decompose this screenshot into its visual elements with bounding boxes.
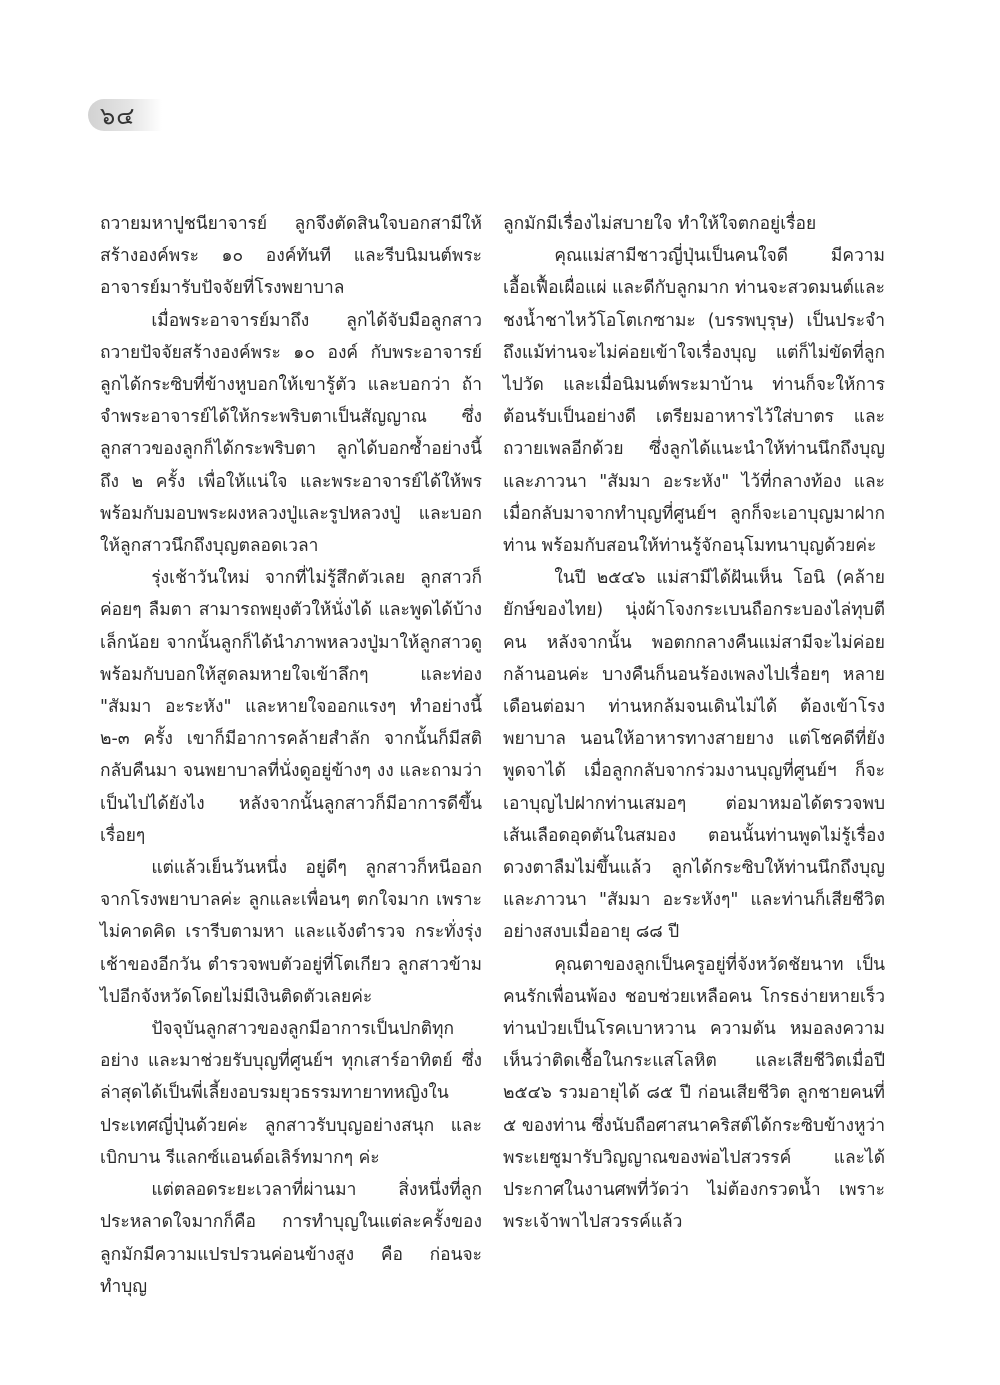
paragraph: คุณแม่สามีชาวญี่ปุ่นเป็นคนใจดี มีความเอื้อเฟื้อเผื่อแผ่ และดีกับลูกมาก ท่านจะสวดมนต์และชงน้ำชาไหว้โอโตเกซามะ (บรรพบุรุษ) เป็นประจำ ถึงแม้ท่านจะไม่ค่อยเข้าใจเรื่องบุญ แต่ก็ไม่ขัดที่ลูกไปวัด และเมื่อนิมนต์พระมาบ้าน ท่านก็จะให้การต้อนรับเป็นอย่างดี เตรียมอาหารไว้ใส่บาตร และถวายเพลอีกด้วย ซึ่งลูกได้แนะนำให้ท่านนึกถึงบุญ และภาวนา "สัมมา อะระหัง" ไว้ที่กลางท้อง และเมื่อกลับมาจากทำบุญที่ศูนย์ฯ ลูกก็จะเอาบุญมาฝากท่าน พร้อมกับสอนให้ท่านรู้จักอนุโมทนาบุญด้วยค่ะ: [503, 246, 885, 557]
paragraph: เมื่อพระอาจารย์มาถึง ลูกได้จับมือลูกสาวถวายปัจจัยสร้างองค์พระ ๑๐ องค์ กับพระอาจารย์ ลูกได้กระซิบที่ข้างหูบอกให้เขารู้ตัว และบอกว่า ถ้าจำพระอาจารย์ได้ให้กระพริบตาเป็นสัญญาณ ซึ่งลูกสาวของลูกก็ได้กระพริบตา ลูกได้บอกซ้ำอย่างนี้ถึง ๒ ครั้ง เพื่อให้แน่ใจ และพระอาจารย์ได้ให้พร พร้อมกับมอบพระผงหลวงปู่และรูปหลวงปู่ และบอกให้ลูกสาวนึกถึงบุญตลอดเวลา: [100, 310, 482, 557]
page-number: ๖๔: [100, 102, 136, 130]
paragraph: แต่แล้วเย็นวันหนึ่ง อยู่ดีๆ ลูกสาวก็หนีออกจากโรงพยาบาลค่ะ ลูกและเพื่อนๆ ตกใจมาก เพราะไม่คาดคิด เรารีบตามหา และแจ้งตำรวจ กระทั่งรุ่งเช้าของอีกวัน ตำรวจพบตัวอยู่ที่โตเกียว ลูกสาวข้ามไปอีกจังหวัดโดยไม่มีเงินติดตัวเลยค่ะ: [100, 858, 482, 1007]
paragraph: ถวายมหาปูชนียาจารย์ ลูกจึงตัดสินใจบอกสามีให้สร้างองค์พระ ๑๐ องค์ทันที และรีบนิมนต์พระอาจารย์มารับปัจจัยที่โรงพยาบาล: [100, 214, 482, 299]
paragraph: รุ่งเช้าวันใหม่ จากที่ไม่รู้สึกตัวเลย ลูกสาวก็ค่อยๆ ลืมตา สามารถพยุงตัวให้นั่งได้ และพูดได้บ้างเล็กน้อย จากนั้นลูกก็ได้นำภาพหลวงปู่มาให้ลูกสาวดู พร้อมกับบอกให้สูดลมหายใจเข้าลึกๆ และท่อง "สัมมา อะระหัง" และหายใจออกแรงๆ ทำอย่างนี้ ๒-๓ ครั้ง เขาก็มีอาการคล้ายสำลัก จากนั้นก็มีสติกลับคืนมา จนพยาบาลที่นั่งดูอยู่ข้างๆ งง และถามว่า เป็นไปได้ยังไง หลังจากนั้นลูกสาวก็มีอาการดีขึ้นเรื่อยๆ: [100, 568, 482, 846]
right-column: [503, 208, 885, 1239]
paragraph: ปัจจุบันลูกสาวของลูกมีอาการเป็นปกติทุกอย่าง และมาช่วยรับบุญที่ศูนย์ฯ ทุกเสาร์อาทิตย์ ซึ่งล่าสุดได้เป็นพี่เลี้ยงอบรมยุวธรรมทายาทหญิงในประเทศญี่ปุ่นด้วยค่ะ ลูกสาวรับบุญอย่างสนุก และเบิกบาน รีแลกซ์แอนด์อเลิร์ทมากๆ ค่ะ: [100, 1019, 482, 1168]
paragraph: แต่ตลอดระยะเวลาที่ผ่านมา สิ่งหนึ่งที่ลูกประหลาดใจมากก็คือ การทำบุญในแต่ละครั้งของลูกมักมีความแปรปรวนค่อนข้างสูง คือ ก่อนจะทำบุญ: [100, 1180, 482, 1297]
left-column: [100, 208, 482, 1303]
paragraph: คุณตาของลูกเป็นครูอยู่ที่จังหวัดชัยนาท เป็นคนรักเพื่อนพ้อง ชอบช่วยเหลือคน โกรธง่ายหายเร็ว ท่านป่วยเป็นโรคเบาหวาน ความดัน หมอลงความเห็นว่าติดเชื้อในกระแสโลหิต และเสียชีวิตเมื่อปี ๒๕๔๖ รวมอายุได้ ๘๕ ปี ก่อนเสียชีวิต ลูกชายคนที่ ๕ ของท่าน ซึ่งนับถือศาสนาคริสต์ได้กระซิบข้างหูว่า พระเยซูมารับวิญญาณของพ่อไปสวรรค์ และได้ประกาศในงานศพที่วัดว่า ไม่ต้องกรวดน้ำ เพราะพระเจ้าพาไปสวรรค์แล้ว: [503, 954, 885, 1233]
paragraph: ในปี ๒๕๔๖ แม่สามีได้ฝันเห็น โอนิ (คล้ายยักษ์ของไทย) นุ่งผ้าโจงกระเบนถือกระบองไล่ทุบตีคน หลังจากนั้น พอตกกลางคืนแม่สามีจะไม่ค่อยกล้านอนค่ะ บางคืนก็นอนร้องเพลงไปเรื่อยๆ หลายเดือนต่อมา ท่านหกล้มจนเดินไม่ได้ ต้องเข้าโรงพยาบาล นอนให้อาหารทางสายยาง แต่โชคดีที่ยังพูดจาได้ เมื่อลูกกลับจากร่วมงานบุญที่ศูนย์ฯ ก็จะเอาบุญไปฝากท่านเสมอๆ ต่อมาหมอได้ตรวจพบเส้นเลือดอุดตันในสมอง ตอนนั้นท่านพูดไม่รู้เรื่อง ดวงตาลืมไม่ขึ้นแล้ว ลูกได้กระซิบให้ท่านนึกถึงบุญ และภาวนา "สัมมา อะระหังๆ" และท่านก็เสียชีวิตอย่างสงบเมื่ออายุ ๘๘ ปี: [503, 568, 885, 943]
paragraph: ลูกมักมีเรื่องไม่สบายใจ ทำให้ใจตกอยู่เรื่อย: [503, 214, 817, 234]
